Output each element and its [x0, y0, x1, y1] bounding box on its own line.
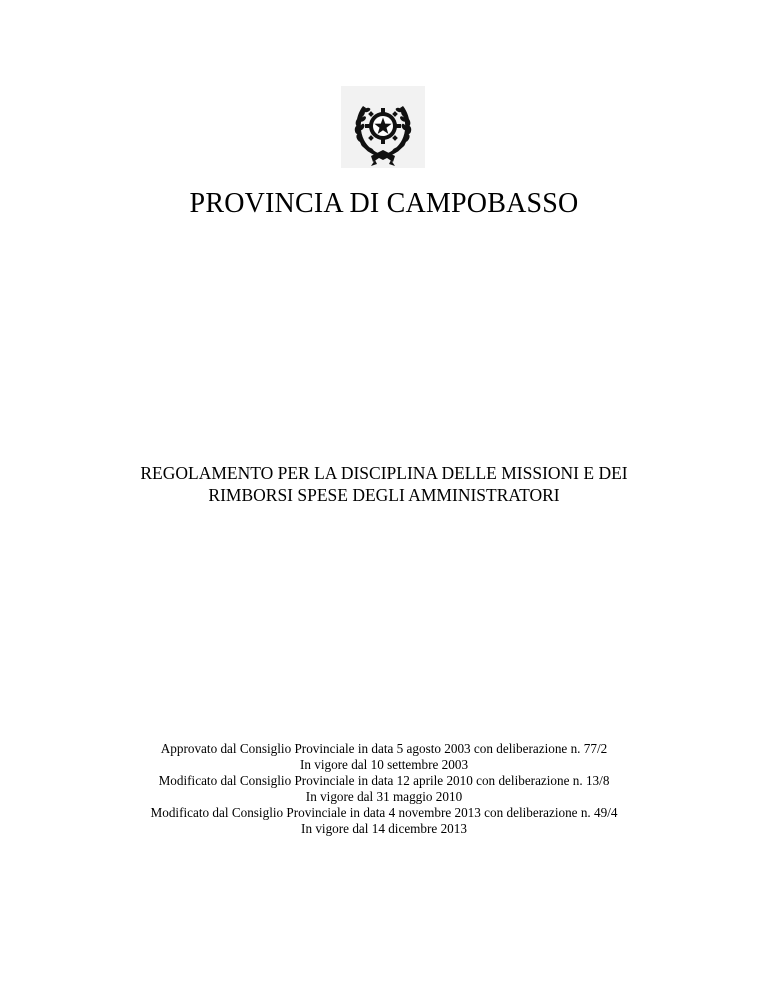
approval-note-line: In vigore dal 31 maggio 2010: [305, 789, 463, 804]
approval-note-line: In vigore dal 10 settembre 2003: [299, 757, 469, 772]
italian-republic-emblem-icon: [341, 86, 425, 168]
approval-note-line: Approvato dal Consiglio Provinciale in data 5 agosto 2003 con deliberazione n. 77/2: [160, 741, 608, 756]
approval-notes: [40, 741, 728, 837]
document-title: [60, 462, 708, 506]
document-title-line: REGOLAMENTO PER LA DISCIPLINA DELLE MISSIONI E DEI: [140, 463, 628, 483]
document-title-line: RIMBORSI SPESE DEGLI AMMINISTRATORI: [208, 485, 560, 505]
approval-note-line: In vigore dal 14 dicembre 2013: [301, 821, 467, 836]
approval-note-line: Modificato dal Consiglio Provinciale in data 4 novembre 2013 con deliberazione n. 49/4: [150, 805, 618, 820]
approval-note-line: Modificato dal Consiglio Provinciale in data 12 aprile 2010 con deliberazione n. 13/8: [158, 773, 610, 788]
province-title: PROVINCIA DI CAMPOBASSO: [189, 188, 579, 219]
